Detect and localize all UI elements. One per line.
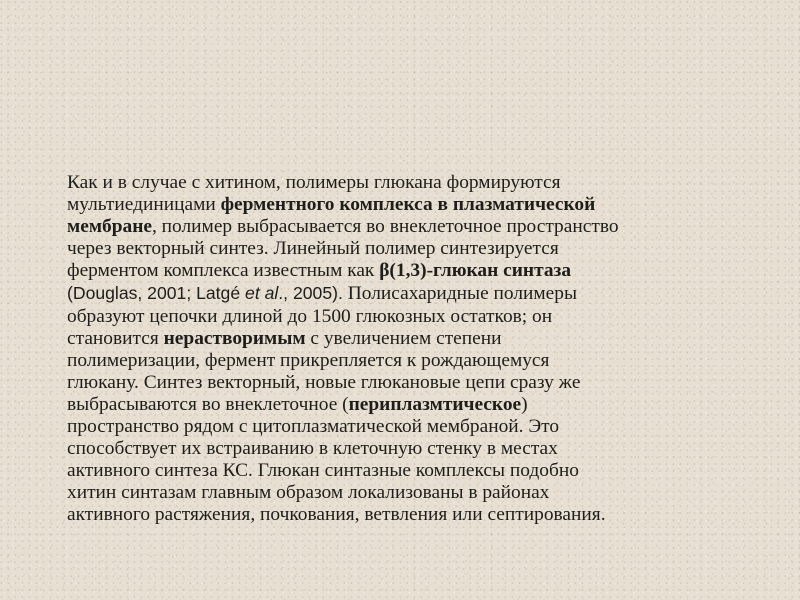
text-run: ., 2005). xyxy=(278,283,348,304)
text-line xyxy=(67,371,778,394)
text-line xyxy=(67,305,778,328)
bold-term: периплазмтическое xyxy=(348,393,522,415)
text-line xyxy=(67,260,778,282)
text-run: et al xyxy=(245,283,279,304)
text-run: через векторный синтез. Линейный полимер синтезируется xyxy=(67,238,559,260)
text-line xyxy=(67,327,778,350)
text-run: мультиединицами xyxy=(67,194,221,216)
text-run: становится xyxy=(67,327,164,349)
text-run: пространство рядом с цитоплазматической мембраной. Это xyxy=(67,416,560,438)
bold-term: нерастворимым xyxy=(163,327,306,349)
text-line xyxy=(67,504,778,526)
text-line xyxy=(67,194,778,216)
text-line xyxy=(67,238,778,260)
text-run: хитин синтазам главным образом локализованы в районах xyxy=(67,482,550,504)
bold-term: β(1,3)-глюкан синтаза xyxy=(379,260,572,282)
text-run: ) xyxy=(521,393,528,415)
text-line xyxy=(67,393,778,416)
text-run: Полисахаридные полимеры xyxy=(347,283,578,305)
text-run: , полимер выбрасывается во внеклеточное пространство xyxy=(151,216,619,238)
text-run: полимеризации, фермент прикрепляется к рождающемуся xyxy=(67,349,550,371)
text-line xyxy=(67,172,778,194)
bold-term: мембране xyxy=(67,216,152,238)
text-line xyxy=(67,482,778,504)
text-line xyxy=(67,349,778,372)
text-run: (Douglas, 2001; Latgé xyxy=(67,283,246,304)
text-line xyxy=(67,282,778,305)
text-line xyxy=(67,460,778,482)
text-run: активного синтеза КС. Глюкан синтазные комплексы подобно xyxy=(67,460,579,482)
text-line xyxy=(67,216,778,238)
text-run: способствует их встраиванию в клеточную стенку в местах xyxy=(67,438,558,460)
text-run: активного растяжения, почкования, ветвления или септирования. xyxy=(67,504,606,526)
text-run: выбрасываются во внеклеточное ( xyxy=(67,393,349,415)
text-run: Как и в случае с хитином, полимеры глюкана формируются xyxy=(67,172,561,193)
text-run: образуют цепочки длиной до 1500 глюкозных остатков; он xyxy=(67,305,553,327)
bold-term: ферментного комплекса в плазматической xyxy=(220,194,596,216)
text-run: глюкану. Синтез векторный, новые глюкановые цепи сразу же xyxy=(67,371,581,393)
text-line xyxy=(67,438,778,460)
body-paragraph xyxy=(67,172,778,527)
text-line xyxy=(67,416,778,438)
text-run: с увеличением степени xyxy=(305,327,502,349)
text-run: ферментом комплекса известным как xyxy=(67,260,380,282)
